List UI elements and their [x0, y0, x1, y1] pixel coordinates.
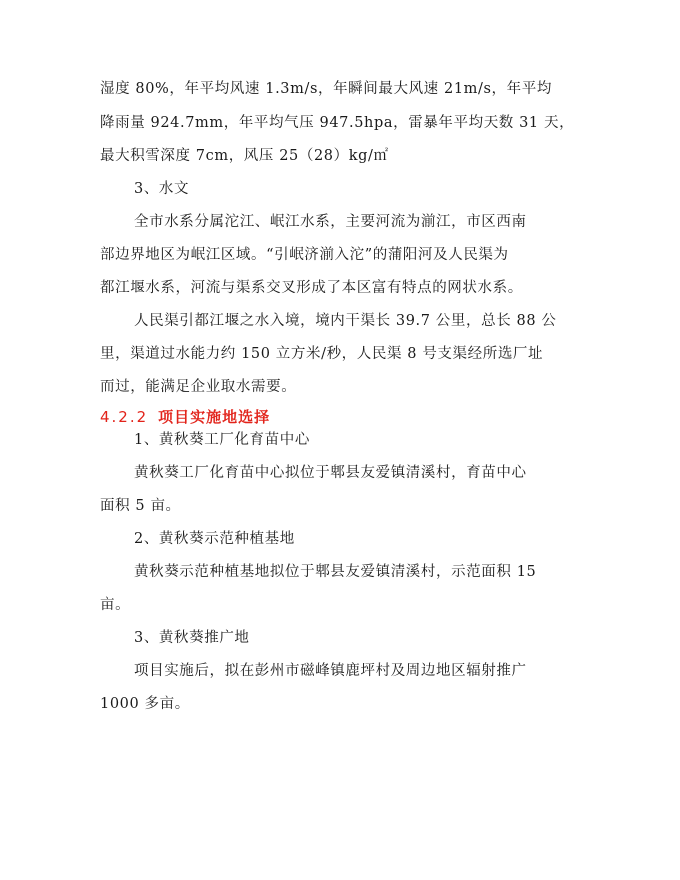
hydrology-para1-line-3: 都江堰水系，河流与渠系交叉形成了本区富有特点的网状水系。: [100, 280, 523, 296]
hydrology-heading: 3、水文: [134, 181, 190, 197]
item2-line-2: 亩。: [100, 597, 131, 613]
section-number: 4.2.2: [100, 408, 149, 426]
item1-line-2: 面积 5 亩。: [100, 498, 181, 514]
item3-line-2: 1000 多亩。: [100, 696, 190, 712]
item1-heading: 1、黄秋葵工厂化育苗中心: [134, 432, 310, 448]
item3-heading: 3、黄秋葵推广地: [134, 630, 250, 646]
item2-line-1: 黄秋葵示范种植基地拟位于郫县友爱镇清溪村，示范面积 15: [134, 564, 537, 580]
climate-line-1: 湿度 80%，年平均风速 1.3m/s，年瞬间最大风速 21m/s，年平均: [100, 81, 552, 97]
hydrology-para2-line-2: 里，渠道过水能力约 150 立方米/秒，人民渠 8 号支渠经所选厂址: [100, 346, 544, 362]
hydrology-para2-line-1: 人民渠引都江堰之水入境，境内干渠长 39.7 公里，总长 88 公: [134, 313, 557, 329]
item2-heading: 2、黄秋葵示范种植基地: [134, 531, 295, 547]
climate-line-3: 最大积雪深度 7cm，风压 25（28）kg/㎡: [100, 148, 389, 164]
item3-line-1: 项目实施后，拟在彭州市磁峰镇鹿坪村及周边地区辐射推广: [134, 663, 527, 679]
hydrology-para2-line-3: 而过，能满足企业取水需要。: [100, 379, 297, 395]
climate-line-2: 降雨量 924.7mm，年平均气压 947.5hpa，雷暴年平均天数 31 天，: [100, 115, 575, 131]
hydrology-para1-line-2: 部边界地区为岷江区域。“引岷济湔入沱”的蒲阳河及人民渠为: [100, 247, 509, 263]
section-heading: [100, 407, 270, 427]
item1-line-1: 黄秋葵工厂化育苗中心拟位于郫县友爱镇清溪村，育苗中心: [134, 465, 527, 481]
hydrology-para1-line-1: 全市水系分属沱江、岷江水系，主要河流为湔江，市区西南: [134, 214, 527, 230]
section-title: 项目实施地选择: [158, 408, 271, 426]
